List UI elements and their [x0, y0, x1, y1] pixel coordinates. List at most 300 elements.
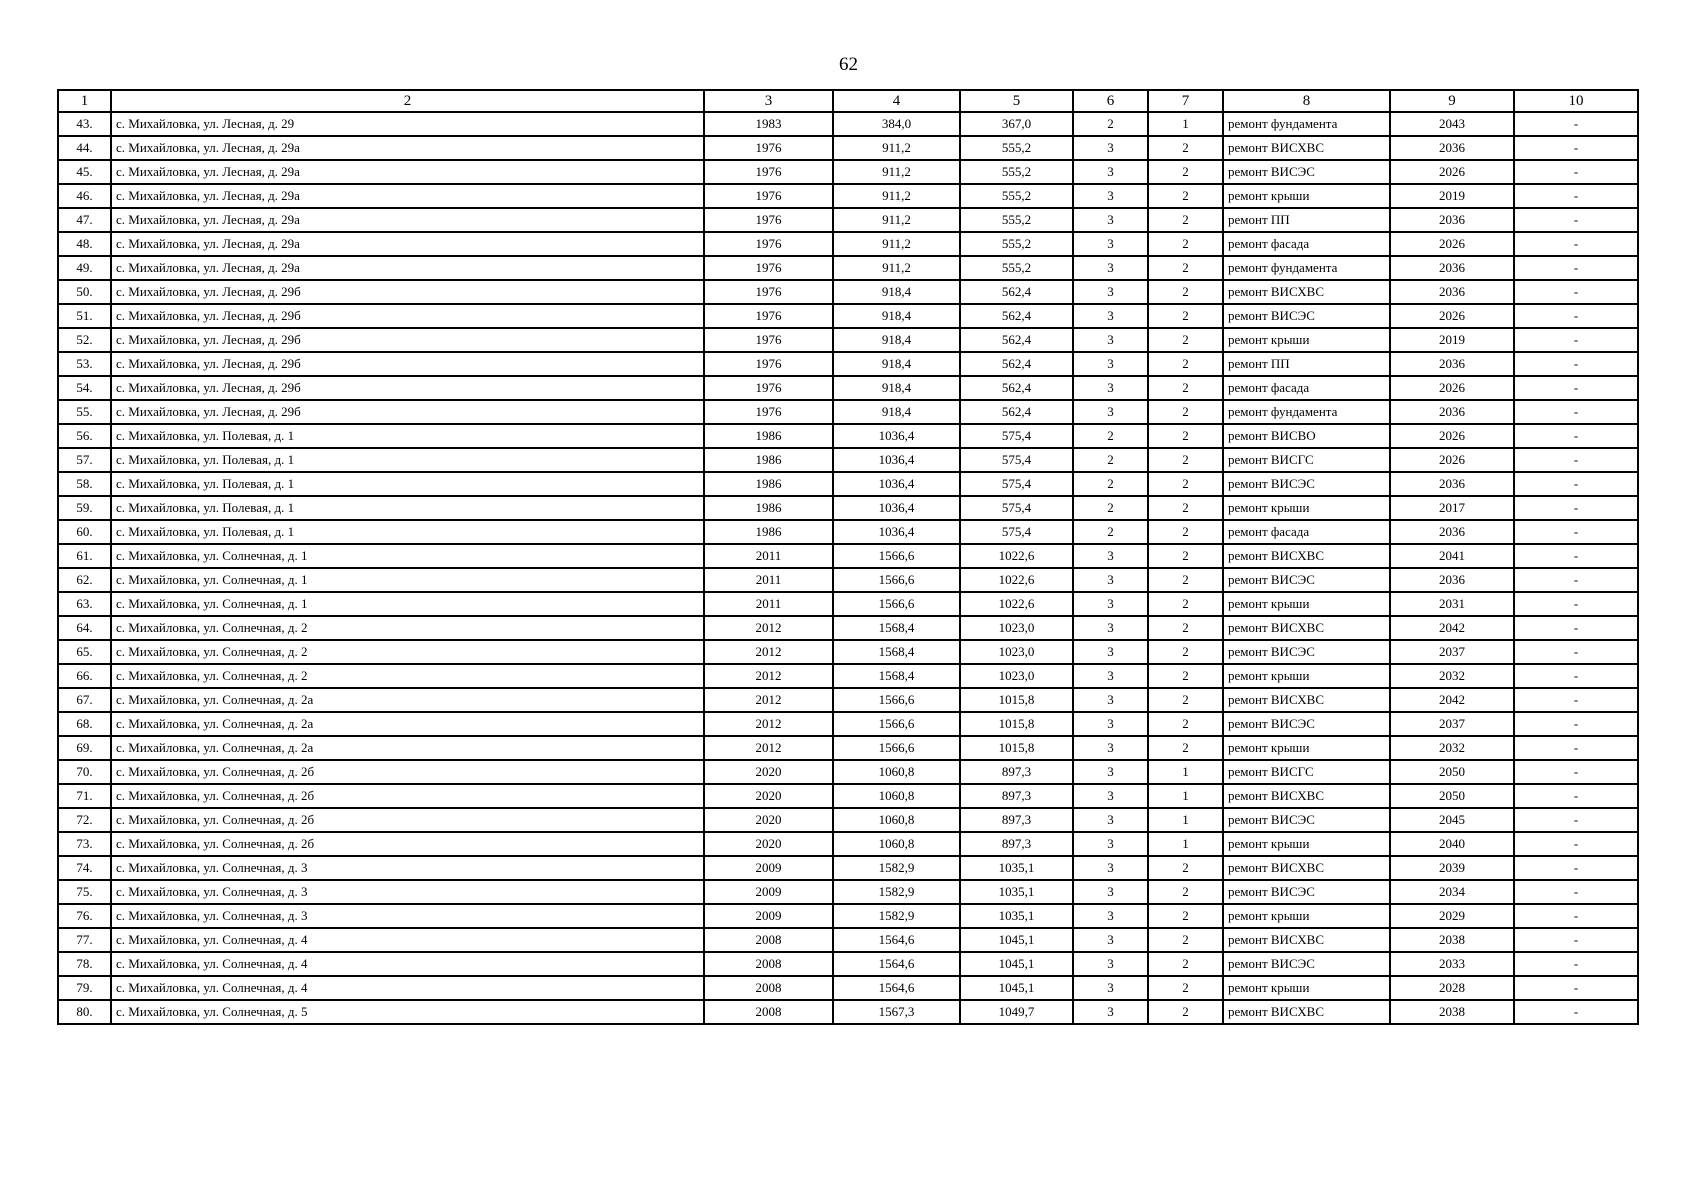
entrances-cell: 2	[1148, 880, 1223, 904]
row-number-cell: 79.	[58, 976, 111, 1000]
table-row	[58, 160, 1638, 184]
planned-year-cell: 2036	[1390, 568, 1514, 592]
floors-cell: 3	[1073, 808, 1148, 832]
row-number-cell: 80.	[58, 1000, 111, 1024]
row-number-cell: 67.	[58, 688, 111, 712]
address-cell: с. Михайловка, ул. Полевая, д. 1	[111, 520, 704, 544]
year-cell: 2011	[704, 544, 833, 568]
address-cell: с. Михайловка, ул. Лесная, д. 29а	[111, 184, 704, 208]
floors-cell: 3	[1073, 208, 1148, 232]
table-row	[58, 448, 1638, 472]
work-type-cell: ремонт ВИСХВС	[1223, 136, 1390, 160]
floors-cell: 3	[1073, 688, 1148, 712]
year-cell: 2020	[704, 760, 833, 784]
entrances-cell: 2	[1148, 376, 1223, 400]
note-cell: -	[1514, 424, 1638, 448]
floors-cell: 2	[1073, 472, 1148, 496]
year-cell: 2009	[704, 904, 833, 928]
row-number-cell: 60.	[58, 520, 111, 544]
year-cell: 1976	[704, 328, 833, 352]
note-cell: -	[1514, 856, 1638, 880]
table-row	[58, 616, 1638, 640]
note-cell: -	[1514, 616, 1638, 640]
note-cell: -	[1514, 376, 1638, 400]
entrances-cell: 1	[1148, 760, 1223, 784]
row-number-cell: 48.	[58, 232, 111, 256]
address-cell: с. Михайловка, ул. Солнечная, д. 2б	[111, 808, 704, 832]
year-cell: 1976	[704, 136, 833, 160]
row-number-cell: 46.	[58, 184, 111, 208]
row-number-cell: 75.	[58, 880, 111, 904]
work-type-cell: ремонт крыши	[1223, 328, 1390, 352]
entrances-cell: 2	[1148, 688, 1223, 712]
floors-cell: 3	[1073, 184, 1148, 208]
living-area-cell: 555,2	[960, 256, 1073, 280]
address-cell: с. Михайловка, ул. Лесная, д. 29б	[111, 328, 704, 352]
planned-year-cell: 2036	[1390, 208, 1514, 232]
note-cell: -	[1514, 736, 1638, 760]
note-cell: -	[1514, 760, 1638, 784]
note-cell: -	[1514, 928, 1638, 952]
table-row	[58, 136, 1638, 160]
note-cell: -	[1514, 784, 1638, 808]
floors-cell: 2	[1073, 448, 1148, 472]
entrances-cell: 2	[1148, 472, 1223, 496]
total-area-cell: 918,4	[833, 352, 960, 376]
floors-cell: 3	[1073, 328, 1148, 352]
total-area-cell: 1036,4	[833, 496, 960, 520]
row-number-cell: 76.	[58, 904, 111, 928]
year-cell: 1976	[704, 280, 833, 304]
row-number-cell: 61.	[58, 544, 111, 568]
repair-schedule-table	[57, 89, 1639, 1025]
total-area-cell: 1568,4	[833, 616, 960, 640]
planned-year-cell: 2036	[1390, 472, 1514, 496]
address-cell: с. Михайловка, ул. Солнечная, д. 1	[111, 544, 704, 568]
planned-year-cell: 2034	[1390, 880, 1514, 904]
entrances-cell: 2	[1148, 520, 1223, 544]
row-number-cell: 52.	[58, 328, 111, 352]
planned-year-cell: 2042	[1390, 616, 1514, 640]
living-area-cell: 555,2	[960, 136, 1073, 160]
row-number-cell: 58.	[58, 472, 111, 496]
work-type-cell: ремонт ПП	[1223, 352, 1390, 376]
entrances-cell: 1	[1148, 832, 1223, 856]
living-area-cell: 575,4	[960, 496, 1073, 520]
row-number-cell: 53.	[58, 352, 111, 376]
planned-year-cell: 2026	[1390, 160, 1514, 184]
total-area-cell: 1568,4	[833, 640, 960, 664]
work-type-cell: ремонт крыши	[1223, 184, 1390, 208]
work-type-cell: ремонт ВИСЭС	[1223, 568, 1390, 592]
year-cell: 2009	[704, 880, 833, 904]
living-area-cell: 575,4	[960, 448, 1073, 472]
note-cell: -	[1514, 256, 1638, 280]
year-cell: 1976	[704, 400, 833, 424]
address-cell: с. Михайловка, ул. Солнечная, д. 2	[111, 640, 704, 664]
floors-cell: 3	[1073, 616, 1148, 640]
row-number-cell: 68.	[58, 712, 111, 736]
table-row	[58, 544, 1638, 568]
total-area-cell: 1036,4	[833, 424, 960, 448]
address-cell: с. Михайловка, ул. Солнечная, д. 2а	[111, 712, 704, 736]
table-row	[58, 784, 1638, 808]
row-number-cell: 50.	[58, 280, 111, 304]
table-row	[58, 304, 1638, 328]
floors-cell: 3	[1073, 856, 1148, 880]
living-area-cell: 1015,8	[960, 712, 1073, 736]
entrances-cell: 2	[1148, 856, 1223, 880]
living-area-cell: 1035,1	[960, 904, 1073, 928]
total-area-cell: 918,4	[833, 376, 960, 400]
work-type-cell: ремонт ВИСЭС	[1223, 640, 1390, 664]
entrances-cell: 2	[1148, 664, 1223, 688]
floors-cell: 3	[1073, 400, 1148, 424]
work-type-cell: ремонт ВИСВО	[1223, 424, 1390, 448]
work-type-cell: ремонт крыши	[1223, 736, 1390, 760]
year-cell: 2012	[704, 616, 833, 640]
table-row	[58, 520, 1638, 544]
row-number-cell: 64.	[58, 616, 111, 640]
table-row	[58, 568, 1638, 592]
living-area-cell: 1015,8	[960, 736, 1073, 760]
year-cell: 2011	[704, 592, 833, 616]
entrances-cell: 2	[1148, 352, 1223, 376]
entrances-cell: 2	[1148, 544, 1223, 568]
note-cell: -	[1514, 592, 1638, 616]
planned-year-cell: 2036	[1390, 256, 1514, 280]
year-cell: 1986	[704, 496, 833, 520]
living-area-cell: 1045,1	[960, 976, 1073, 1000]
planned-year-cell: 2050	[1390, 760, 1514, 784]
floors-cell: 3	[1073, 256, 1148, 280]
entrances-cell: 2	[1148, 1000, 1223, 1024]
planned-year-cell: 2037	[1390, 640, 1514, 664]
year-cell: 2008	[704, 952, 833, 976]
table-row	[58, 376, 1638, 400]
table-row	[58, 952, 1638, 976]
table-row	[58, 760, 1638, 784]
note-cell: -	[1514, 304, 1638, 328]
note-cell: -	[1514, 400, 1638, 424]
entrances-cell: 2	[1148, 736, 1223, 760]
entrances-cell: 2	[1148, 616, 1223, 640]
note-cell: -	[1514, 640, 1638, 664]
work-type-cell: ремонт ПП	[1223, 208, 1390, 232]
year-cell: 1986	[704, 448, 833, 472]
year-cell: 2012	[704, 688, 833, 712]
table-row	[58, 712, 1638, 736]
column-header: 5	[960, 90, 1073, 112]
year-cell: 2020	[704, 784, 833, 808]
floors-cell: 3	[1073, 736, 1148, 760]
total-area-cell: 384,0	[833, 112, 960, 136]
entrances-cell: 2	[1148, 448, 1223, 472]
address-cell: с. Михайловка, ул. Лесная, д. 29б	[111, 376, 704, 400]
work-type-cell: ремонт ВИСЭС	[1223, 472, 1390, 496]
note-cell: -	[1514, 712, 1638, 736]
planned-year-cell: 2017	[1390, 496, 1514, 520]
work-type-cell: ремонт фундамента	[1223, 112, 1390, 136]
planned-year-cell: 2036	[1390, 352, 1514, 376]
table-row	[58, 184, 1638, 208]
living-area-cell: 562,4	[960, 376, 1073, 400]
planned-year-cell: 2032	[1390, 664, 1514, 688]
planned-year-cell: 2039	[1390, 856, 1514, 880]
total-area-cell: 1060,8	[833, 832, 960, 856]
entrances-cell: 2	[1148, 592, 1223, 616]
year-cell: 2012	[704, 712, 833, 736]
address-cell: с. Михайловка, ул. Солнечная, д. 2	[111, 664, 704, 688]
note-cell: -	[1514, 208, 1638, 232]
living-area-cell: 1045,1	[960, 928, 1073, 952]
floors-cell: 3	[1073, 760, 1148, 784]
address-cell: с. Михайловка, ул. Солнечная, д. 4	[111, 928, 704, 952]
total-area-cell: 1060,8	[833, 808, 960, 832]
table-row	[58, 904, 1638, 928]
total-area-cell: 911,2	[833, 160, 960, 184]
table-row	[58, 232, 1638, 256]
work-type-cell: ремонт фасада	[1223, 520, 1390, 544]
total-area-cell: 1564,6	[833, 928, 960, 952]
floors-cell: 3	[1073, 568, 1148, 592]
table-row	[58, 280, 1638, 304]
column-header: 1	[58, 90, 111, 112]
work-type-cell: ремонт ВИСЭС	[1223, 712, 1390, 736]
floors-cell: 3	[1073, 664, 1148, 688]
total-area-cell: 918,4	[833, 328, 960, 352]
entrances-cell: 2	[1148, 256, 1223, 280]
living-area-cell: 1023,0	[960, 664, 1073, 688]
address-cell: с. Михайловка, ул. Лесная, д. 29б	[111, 280, 704, 304]
note-cell: -	[1514, 1000, 1638, 1024]
work-type-cell: ремонт ВИСХВС	[1223, 928, 1390, 952]
entrances-cell: 2	[1148, 952, 1223, 976]
living-area-cell: 897,3	[960, 760, 1073, 784]
living-area-cell: 1022,6	[960, 544, 1073, 568]
total-area-cell: 1568,4	[833, 664, 960, 688]
row-number-cell: 69.	[58, 736, 111, 760]
living-area-cell: 897,3	[960, 784, 1073, 808]
floors-cell: 3	[1073, 280, 1148, 304]
note-cell: -	[1514, 664, 1638, 688]
total-area-cell: 1566,6	[833, 688, 960, 712]
year-cell: 1976	[704, 304, 833, 328]
year-cell: 2008	[704, 976, 833, 1000]
living-area-cell: 1022,6	[960, 568, 1073, 592]
planned-year-cell: 2042	[1390, 688, 1514, 712]
total-area-cell: 1566,6	[833, 592, 960, 616]
table-row	[58, 880, 1638, 904]
year-cell: 2008	[704, 1000, 833, 1024]
address-cell: с. Михайловка, ул. Солнечная, д. 2б	[111, 832, 704, 856]
note-cell: -	[1514, 904, 1638, 928]
entrances-cell: 1	[1148, 784, 1223, 808]
living-area-cell: 575,4	[960, 424, 1073, 448]
row-number-cell: 59.	[58, 496, 111, 520]
work-type-cell: ремонт фасада	[1223, 376, 1390, 400]
address-cell: с. Михайловка, ул. Солнечная, д. 2а	[111, 736, 704, 760]
entrances-cell: 2	[1148, 328, 1223, 352]
address-cell: с. Михайловка, ул. Полевая, д. 1	[111, 424, 704, 448]
living-area-cell: 575,4	[960, 472, 1073, 496]
floors-cell: 3	[1073, 136, 1148, 160]
floors-cell: 3	[1073, 880, 1148, 904]
row-number-cell: 56.	[58, 424, 111, 448]
note-cell: -	[1514, 952, 1638, 976]
entrances-cell: 2	[1148, 136, 1223, 160]
work-type-cell: ремонт ВИСЭС	[1223, 952, 1390, 976]
address-cell: с. Михайловка, ул. Солнечная, д. 1	[111, 592, 704, 616]
row-number-cell: 51.	[58, 304, 111, 328]
living-area-cell: 1035,1	[960, 856, 1073, 880]
planned-year-cell: 2028	[1390, 976, 1514, 1000]
note-cell: -	[1514, 520, 1638, 544]
entrances-cell: 1	[1148, 808, 1223, 832]
floors-cell: 3	[1073, 304, 1148, 328]
planned-year-cell: 2036	[1390, 400, 1514, 424]
work-type-cell: ремонт фасада	[1223, 232, 1390, 256]
planned-year-cell: 2040	[1390, 832, 1514, 856]
total-area-cell: 1060,8	[833, 760, 960, 784]
planned-year-cell: 2026	[1390, 232, 1514, 256]
table-row	[58, 976, 1638, 1000]
total-area-cell: 1566,6	[833, 544, 960, 568]
work-type-cell: ремонт крыши	[1223, 976, 1390, 1000]
note-cell: -	[1514, 832, 1638, 856]
work-type-cell: ремонт крыши	[1223, 664, 1390, 688]
work-type-cell: ремонт фундамента	[1223, 256, 1390, 280]
living-area-cell: 555,2	[960, 184, 1073, 208]
work-type-cell: ремонт ВИСЭС	[1223, 304, 1390, 328]
row-number-cell: 70.	[58, 760, 111, 784]
entrances-cell: 2	[1148, 976, 1223, 1000]
row-number-cell: 43.	[58, 112, 111, 136]
floors-cell: 3	[1073, 544, 1148, 568]
address-cell: с. Михайловка, ул. Солнечная, д. 3	[111, 856, 704, 880]
year-cell: 1986	[704, 472, 833, 496]
floors-cell: 3	[1073, 952, 1148, 976]
planned-year-cell: 2050	[1390, 784, 1514, 808]
table-row	[58, 688, 1638, 712]
address-cell: с. Михайловка, ул. Лесная, д. 29б	[111, 352, 704, 376]
note-cell: -	[1514, 160, 1638, 184]
entrances-cell: 2	[1148, 184, 1223, 208]
planned-year-cell: 2026	[1390, 448, 1514, 472]
year-cell: 2020	[704, 808, 833, 832]
entrances-cell: 2	[1148, 208, 1223, 232]
living-area-cell: 897,3	[960, 832, 1073, 856]
note-cell: -	[1514, 352, 1638, 376]
address-cell: с. Михайловка, ул. Солнечная, д. 2а	[111, 688, 704, 712]
entrances-cell: 2	[1148, 904, 1223, 928]
table-row	[58, 928, 1638, 952]
address-cell: с. Михайловка, ул. Лесная, д. 29а	[111, 208, 704, 232]
table-row	[58, 640, 1638, 664]
living-area-cell: 1023,0	[960, 616, 1073, 640]
living-area-cell: 575,4	[960, 520, 1073, 544]
floors-cell: 3	[1073, 232, 1148, 256]
work-type-cell: ремонт ВИСЭС	[1223, 808, 1390, 832]
floors-cell: 3	[1073, 1000, 1148, 1024]
row-number-cell: 54.	[58, 376, 111, 400]
row-number-cell: 55.	[58, 400, 111, 424]
year-cell: 1986	[704, 520, 833, 544]
work-type-cell: ремонт ВИСГС	[1223, 760, 1390, 784]
note-cell: -	[1514, 808, 1638, 832]
note-cell: -	[1514, 880, 1638, 904]
planned-year-cell: 2019	[1390, 184, 1514, 208]
entrances-cell: 2	[1148, 496, 1223, 520]
year-cell: 2012	[704, 664, 833, 688]
year-cell: 2012	[704, 640, 833, 664]
living-area-cell: 367,0	[960, 112, 1073, 136]
planned-year-cell: 2026	[1390, 304, 1514, 328]
table-row	[58, 664, 1638, 688]
table-row	[58, 256, 1638, 280]
table-row	[58, 592, 1638, 616]
planned-year-cell: 2031	[1390, 592, 1514, 616]
row-number-cell: 66.	[58, 664, 111, 688]
row-number-cell: 78.	[58, 952, 111, 976]
living-area-cell: 562,4	[960, 304, 1073, 328]
address-cell: с. Михайловка, ул. Солнечная, д. 4	[111, 952, 704, 976]
year-cell: 2011	[704, 568, 833, 592]
year-cell: 2020	[704, 832, 833, 856]
living-area-cell: 1023,0	[960, 640, 1073, 664]
year-cell: 1976	[704, 376, 833, 400]
table-row	[58, 400, 1638, 424]
entrances-cell: 2	[1148, 712, 1223, 736]
entrances-cell: 2	[1148, 928, 1223, 952]
note-cell: -	[1514, 496, 1638, 520]
year-cell: 1976	[704, 184, 833, 208]
floors-cell: 3	[1073, 928, 1148, 952]
note-cell: -	[1514, 448, 1638, 472]
work-type-cell: ремонт крыши	[1223, 592, 1390, 616]
table-row	[58, 472, 1638, 496]
floors-cell: 2	[1073, 520, 1148, 544]
planned-year-cell: 2019	[1390, 328, 1514, 352]
year-cell: 2012	[704, 736, 833, 760]
work-type-cell: ремонт ВИСЭС	[1223, 160, 1390, 184]
entrances-cell: 2	[1148, 568, 1223, 592]
column-header: 3	[704, 90, 833, 112]
table-row	[58, 328, 1638, 352]
note-cell: -	[1514, 568, 1638, 592]
row-number-cell: 74.	[58, 856, 111, 880]
table-row	[58, 1000, 1638, 1024]
table-row	[58, 352, 1638, 376]
total-area-cell: 1036,4	[833, 472, 960, 496]
total-area-cell: 1060,8	[833, 784, 960, 808]
address-cell: с. Михайловка, ул. Солнечная, д. 2б	[111, 784, 704, 808]
row-number-cell: 62.	[58, 568, 111, 592]
floors-cell: 3	[1073, 376, 1148, 400]
floors-cell: 3	[1073, 592, 1148, 616]
address-cell: с. Михайловка, ул. Солнечная, д. 2	[111, 616, 704, 640]
table-row	[58, 496, 1638, 520]
total-area-cell: 1566,6	[833, 712, 960, 736]
year-cell: 1983	[704, 112, 833, 136]
planned-year-cell: 2036	[1390, 280, 1514, 304]
work-type-cell: ремонт крыши	[1223, 904, 1390, 928]
planned-year-cell: 2032	[1390, 736, 1514, 760]
living-area-cell: 562,4	[960, 352, 1073, 376]
year-cell: 2009	[704, 856, 833, 880]
work-type-cell: ремонт ВИСХВС	[1223, 1000, 1390, 1024]
living-area-cell: 897,3	[960, 808, 1073, 832]
